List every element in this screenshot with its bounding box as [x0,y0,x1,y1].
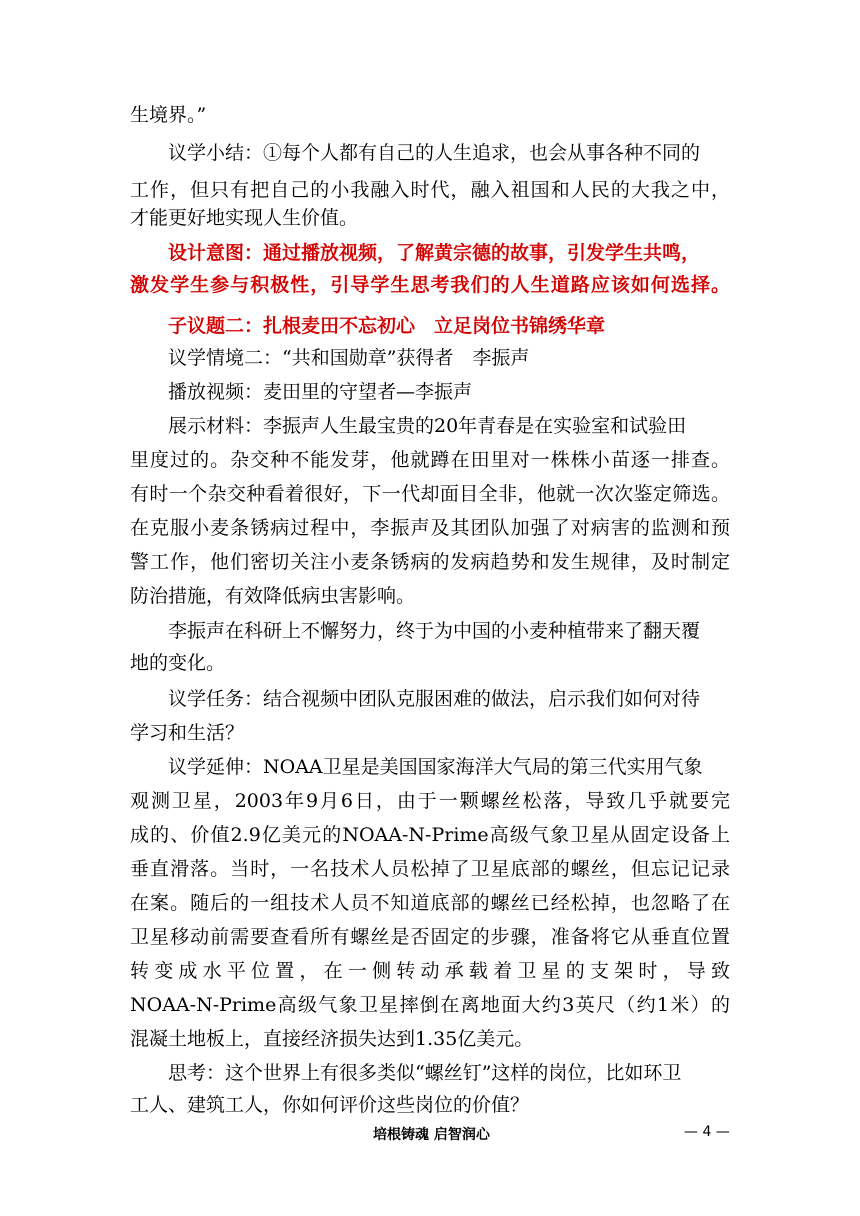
task-line: 学习和生活？ [130,722,245,744]
design-intent-line: 激发学生参与积极性，引导学生思考我们的人生道路应该如何选择。 [130,274,730,296]
paragraph-line: 地的变化。 [130,652,226,674]
summary-line: 工作，但只有把自己的小我融入时代，融入祖国和人民的大我之中， [130,179,730,201]
page-number: — 4 — [684,1124,730,1140]
material-line: 在克服小麦条锈病过程中，李振声及其团队加强了对病害的监测和预 [130,517,730,539]
footer-title: 培根铸魂 启智润心 [373,1127,490,1143]
extension-line: 成的、价值2.9亿美元的NOAA-N-Prime高级气象卫星从固定设备上 [130,824,730,846]
scenario-line: 议学情境二：“共和国勋章”获得者 李振声 [168,347,530,369]
material-line: 展示材料：李振声人生最宝贵的20年青春是在实验室和试验田 [168,415,687,437]
paragraph-line: 生境界。” [130,104,207,126]
material-line: 防治措施，有效降低病虫害影响。 [130,585,416,607]
extension-line: 转变成水平位置，在一侧转动承载着卫星的支架时，导致 [130,960,730,982]
sub-topic-heading: 子议题二：扎根麦田不忘初心 立足岗位书锦绣华章 [168,315,606,337]
extension-line: NOAA-N-Prime高级气象卫星摔倒在离地面大约3英尺（约1米）的 [130,994,730,1016]
design-intent-line: 设计意图：通过播放视频，了解黄宗德的故事，引发学生共鸣， [168,242,701,264]
task-line: 议学任务：结合视频中团队克服困难的做法，启示我们如何对待 [168,688,701,710]
material-line: 里度过的。杂交种不能发芽，他就蹲在田里对一株株小苗逐一排查。 [130,449,730,471]
thinking-line: 思考：这个世界上有很多类似“螺丝钉”这样的岗位，比如环卫 [168,1062,682,1084]
extension-line: 在案。随后的一组技术人员不知道底部的螺丝已经松掉，也忽略了在 [130,892,730,914]
extension-line: 卫星移动前需要查看所有螺丝是否固定的步骤，准备将它从垂直位置 [130,926,730,948]
thinking-line: 工人、建筑工人，你如何评价这些岗位的价值？ [130,1094,530,1116]
material-line: 有时一个杂交种看着很好，下一代却面目全非，他就一次次鉴定筛选。 [130,483,730,505]
video-line: 播放视频：麦田里的守望者—李振声 [168,381,473,403]
extension-line: 混凝土地板上，直接经济损失达到1.35亿美元。 [130,1028,534,1050]
summary-line: 议学小结：①每个人都有自己的人生追求，也会从事各种不同的 [168,142,701,164]
paragraph-line: 李振声在科研上不懈努力，终于为中国的小麦种植带来了翻天覆 [168,620,701,642]
extension-line: 议学延伸：NOAA卫星是美国国家海洋大气局的第三代实用气象 [168,756,703,778]
extension-line: 观测卫星，2003年9月6日，由于一颗螺丝松落，导致几乎就要完 [130,790,730,812]
extension-line: 垂直滑落。当时，一名技术人员松掉了卫星底部的螺丝，但忘记记录 [130,858,730,880]
material-line: 警工作，他们密切关注小麦条锈病的发病趋势和发生规律，及时制定 [130,551,730,573]
summary-line: 才能更好地实现人生价值。 [130,207,359,229]
